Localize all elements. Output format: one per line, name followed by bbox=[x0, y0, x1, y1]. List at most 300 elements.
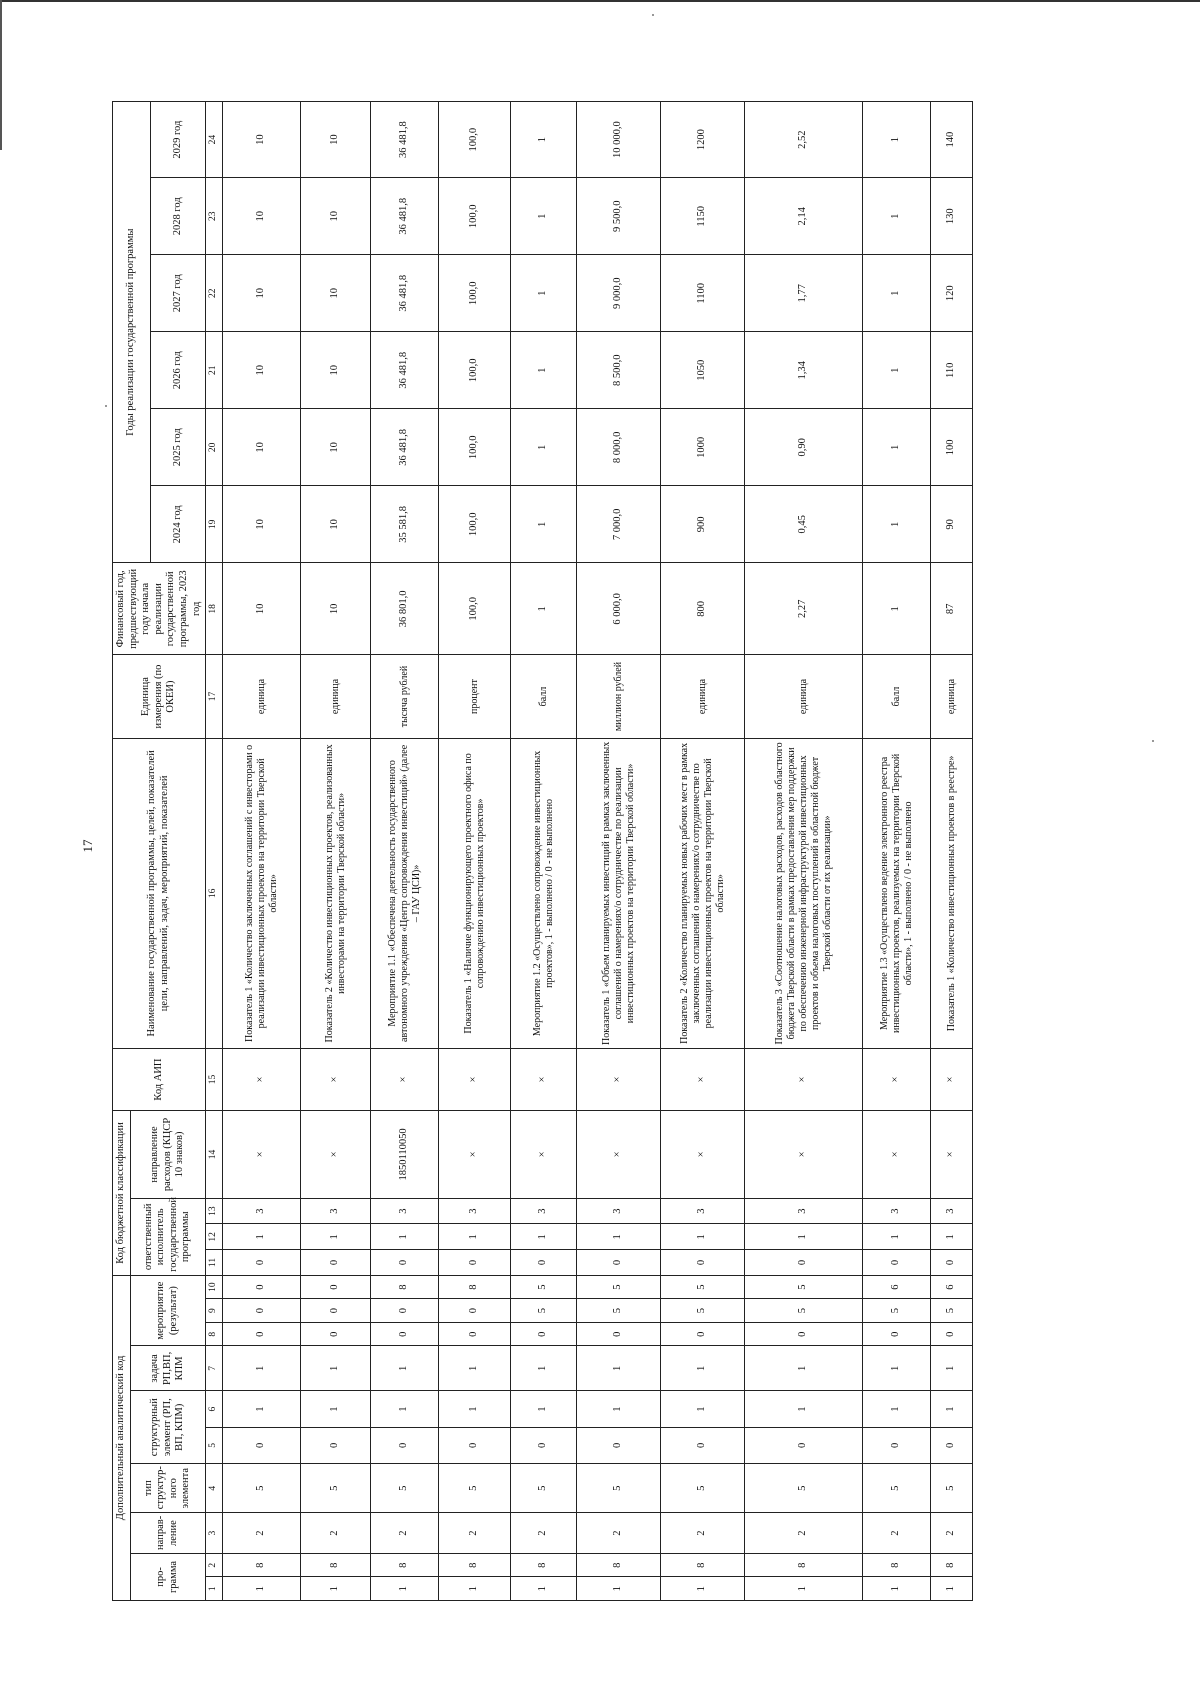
code-cell-c1: 1 bbox=[863, 1577, 931, 1601]
column-number: 2 bbox=[206, 1553, 223, 1577]
header-name: Наименование государственной программы, целей, показателей цели, направлений, задач, мероприятий, показателей bbox=[113, 738, 206, 1048]
year-value: 100,0 bbox=[439, 332, 511, 409]
column-number: 24 bbox=[206, 102, 223, 178]
table-row bbox=[577, 102, 661, 1601]
header-aip-code: Код АИП bbox=[113, 1049, 206, 1111]
code-cell-c1: 1 bbox=[371, 1577, 439, 1601]
header-fin-year: Финансовый год, предшествующий году начала реализации государственной программы, 2023 год bbox=[113, 563, 206, 655]
code-cell-c9: 5 bbox=[931, 1299, 973, 1323]
code-cell-c4: 5 bbox=[511, 1464, 577, 1513]
code-cell-c9: 5 bbox=[577, 1299, 661, 1323]
code-cell-c6: 1 bbox=[511, 1391, 577, 1427]
table-row bbox=[371, 102, 439, 1601]
year-value: 1 bbox=[511, 255, 577, 332]
code-cell-c8: 0 bbox=[661, 1322, 745, 1346]
program-indicators-table bbox=[112, 101, 973, 1601]
code-cell-c1: 1 bbox=[661, 1577, 745, 1601]
code-cell-c5: 0 bbox=[745, 1427, 863, 1463]
year-value: 120 bbox=[931, 255, 973, 332]
year-value: 100,0 bbox=[439, 255, 511, 332]
code-cell-c7: 1 bbox=[511, 1346, 577, 1391]
table-row bbox=[301, 102, 371, 1601]
code-cell-c10: 5 bbox=[577, 1275, 661, 1299]
base-year-value: 2,27 bbox=[745, 563, 863, 655]
code-cell-c7: 1 bbox=[301, 1346, 371, 1391]
code-cell-c5: 0 bbox=[931, 1427, 973, 1463]
year-value: 8 500,0 bbox=[577, 332, 661, 409]
year-value: 36 481,8 bbox=[371, 409, 439, 486]
year-value: 130 bbox=[931, 178, 973, 255]
year-value: 1 bbox=[863, 486, 931, 563]
year-value: 1 bbox=[863, 178, 931, 255]
column-number: 5 bbox=[206, 1427, 223, 1463]
column-number: 4 bbox=[206, 1464, 223, 1513]
item-name: Показатель 1 «Объем планируемых инвестиций в рамках заключенных соглашений о намерениях/о сотрудничестве по реализации инвестиционных проектов на территории Тверской области» bbox=[577, 738, 661, 1048]
year-value: 1,34 bbox=[745, 332, 863, 409]
year-value: 10 bbox=[223, 102, 301, 178]
code-cell-c15: × bbox=[661, 1049, 745, 1111]
code-cell-c12: 1 bbox=[745, 1224, 863, 1250]
code-cell-c4: 5 bbox=[439, 1464, 511, 1513]
table-row bbox=[511, 102, 577, 1601]
code-cell-c4: 5 bbox=[301, 1464, 371, 1513]
scan-edge-left bbox=[0, 0, 2, 150]
code-cell-c4: 5 bbox=[863, 1464, 931, 1513]
scan-speck bbox=[1152, 740, 1154, 742]
code-cell-c13: 3 bbox=[371, 1198, 439, 1224]
code-cell-c12: 1 bbox=[661, 1224, 745, 1250]
code-cell-c3: 2 bbox=[577, 1513, 661, 1554]
code-cell-c9: 5 bbox=[863, 1299, 931, 1323]
code-cell-c3: 2 bbox=[931, 1513, 973, 1554]
unit-cell: тысяча рублей bbox=[371, 655, 439, 738]
column-number: 10 bbox=[206, 1275, 223, 1299]
base-year-value: 1 bbox=[863, 563, 931, 655]
code-cell-c12: 1 bbox=[301, 1224, 371, 1250]
header-implementation-years: Годы реализации государственной программы bbox=[113, 102, 151, 563]
unit-cell: миллион рублей bbox=[577, 655, 661, 738]
column-number: 8 bbox=[206, 1322, 223, 1346]
code-cell-c12: 1 bbox=[511, 1224, 577, 1250]
code-cell-c6: 1 bbox=[931, 1391, 973, 1427]
header-executor: ответственный исполнитель государственной программы bbox=[130, 1198, 206, 1275]
code-cell-c10: 0 bbox=[223, 1275, 301, 1299]
year-value: 10 bbox=[223, 409, 301, 486]
column-number: 18 bbox=[206, 563, 223, 655]
code-cell-c11: 0 bbox=[223, 1250, 301, 1276]
year-value: 10 000,0 bbox=[577, 102, 661, 178]
code-cell-c11: 0 bbox=[745, 1250, 863, 1276]
header-program: про-грамма bbox=[130, 1553, 206, 1600]
code-cell-c2: 8 bbox=[931, 1553, 973, 1577]
code-cell-c7: 1 bbox=[577, 1346, 661, 1391]
code-cell-c8: 0 bbox=[511, 1322, 577, 1346]
year-value: 10 bbox=[223, 486, 301, 563]
table-row bbox=[863, 102, 931, 1601]
year-value: 1 bbox=[511, 102, 577, 178]
column-number-row bbox=[206, 102, 223, 1601]
unit-cell: единица bbox=[223, 655, 301, 738]
base-year-value: 10 bbox=[223, 563, 301, 655]
code-cell-c5: 0 bbox=[511, 1427, 577, 1463]
code-cell-c2: 8 bbox=[661, 1553, 745, 1577]
code-cell-c11: 0 bbox=[577, 1250, 661, 1276]
code-cell-c9: 5 bbox=[511, 1299, 577, 1323]
item-name: Мероприятие 1.1 «Обеспечена деятельность государственного автономного учреждения «Центр сопровождения инвестиций» (далее – ГАУ ЦСИ)» bbox=[371, 738, 439, 1048]
year-value: 10 bbox=[301, 332, 371, 409]
code-cell-c3: 2 bbox=[661, 1513, 745, 1554]
column-number: 16 bbox=[206, 738, 223, 1048]
code-cell-c7: 1 bbox=[661, 1346, 745, 1391]
year-value: 140 bbox=[931, 102, 973, 178]
code-cell-c1: 1 bbox=[511, 1577, 577, 1601]
code-cell-c5: 0 bbox=[223, 1427, 301, 1463]
table-row bbox=[439, 102, 511, 1601]
header-struct-type: тип структур-ного элемента bbox=[130, 1464, 206, 1513]
code-cell-c5: 0 bbox=[371, 1427, 439, 1463]
code-cell-c6: 1 bbox=[577, 1391, 661, 1427]
code-cell-c10: 5 bbox=[661, 1275, 745, 1299]
code-cell-c1: 1 bbox=[745, 1577, 863, 1601]
header-struct-element: структурный элемент (РП, ВП, КПМ) bbox=[130, 1391, 206, 1464]
code-cell-c6: 1 bbox=[223, 1391, 301, 1427]
year-value: 36 481,8 bbox=[371, 178, 439, 255]
scan-speck bbox=[105, 405, 107, 407]
code-cell-c2: 8 bbox=[301, 1553, 371, 1577]
code-cell-c14: × bbox=[745, 1111, 863, 1199]
year-value: 9 500,0 bbox=[577, 178, 661, 255]
code-cell-c15: × bbox=[439, 1049, 511, 1111]
code-cell-c6: 1 bbox=[661, 1391, 745, 1427]
unit-cell: балл bbox=[511, 655, 577, 738]
year-value: 1000 bbox=[661, 409, 745, 486]
year-value: 100,0 bbox=[439, 486, 511, 563]
year-value: 36 481,8 bbox=[371, 332, 439, 409]
code-cell-c2: 8 bbox=[371, 1553, 439, 1577]
year-value: 10 bbox=[223, 255, 301, 332]
code-cell-c12: 1 bbox=[577, 1224, 661, 1250]
code-cell-c14: × bbox=[661, 1111, 745, 1199]
year-value: 2,52 bbox=[745, 102, 863, 178]
code-cell-c6: 1 bbox=[863, 1391, 931, 1427]
year-value: 10 bbox=[223, 332, 301, 409]
code-cell-c2: 8 bbox=[223, 1553, 301, 1577]
code-cell-c14: 1850110050 bbox=[371, 1111, 439, 1199]
code-cell-c4: 5 bbox=[577, 1464, 661, 1513]
code-cell-c9: 5 bbox=[661, 1299, 745, 1323]
unit-cell: балл bbox=[863, 655, 931, 738]
code-cell-c4: 5 bbox=[661, 1464, 745, 1513]
year-value: 2,14 bbox=[745, 178, 863, 255]
header-year: 2026 год bbox=[150, 332, 205, 409]
code-cell-c3: 2 bbox=[745, 1513, 863, 1554]
code-cell-c11: 0 bbox=[661, 1250, 745, 1276]
code-cell-c14: × bbox=[439, 1111, 511, 1199]
code-cell-c14: × bbox=[511, 1111, 577, 1199]
code-cell-c13: 3 bbox=[511, 1198, 577, 1224]
scan-speck bbox=[652, 14, 654, 16]
year-value: 100,0 bbox=[439, 409, 511, 486]
code-cell-c8: 0 bbox=[439, 1322, 511, 1346]
year-value: 1,77 bbox=[745, 255, 863, 332]
code-cell-c14: × bbox=[931, 1111, 973, 1199]
unit-cell: единица bbox=[301, 655, 371, 738]
code-cell-c11: 0 bbox=[371, 1250, 439, 1276]
header-event: мероприятие (результат) bbox=[130, 1275, 206, 1346]
column-number: 23 bbox=[206, 178, 223, 255]
code-cell-c8: 0 bbox=[577, 1322, 661, 1346]
year-value: 0,45 bbox=[745, 486, 863, 563]
code-cell-c2: 8 bbox=[577, 1553, 661, 1577]
code-cell-c10: 5 bbox=[745, 1275, 863, 1299]
header-direction: направ-ление bbox=[130, 1513, 206, 1554]
column-number: 21 bbox=[206, 332, 223, 409]
code-cell-c10: 6 bbox=[863, 1275, 931, 1299]
year-value: 10 bbox=[223, 178, 301, 255]
table-row bbox=[931, 102, 973, 1601]
code-cell-c11: 0 bbox=[511, 1250, 577, 1276]
page-number: 17 bbox=[80, 839, 95, 853]
code-cell-c4: 5 bbox=[745, 1464, 863, 1513]
code-cell-c5: 0 bbox=[301, 1427, 371, 1463]
year-value: 1 bbox=[511, 409, 577, 486]
code-cell-c7: 1 bbox=[223, 1346, 301, 1391]
year-value: 100 bbox=[931, 409, 973, 486]
item-name: Показатель 1 «Количество заключенных соглашений с инвесторами о реализации инвестиционных проектов на территории Тверской области» bbox=[223, 738, 301, 1048]
code-cell-c13: 3 bbox=[745, 1198, 863, 1224]
year-value: 10 bbox=[301, 102, 371, 178]
code-cell-c13: 3 bbox=[577, 1198, 661, 1224]
code-cell-c6: 1 bbox=[745, 1391, 863, 1427]
code-cell-c15: × bbox=[577, 1049, 661, 1111]
table-row bbox=[661, 102, 745, 1601]
column-number: 13 bbox=[206, 1198, 223, 1224]
year-value: 36 481,8 bbox=[371, 255, 439, 332]
code-cell-c3: 2 bbox=[439, 1513, 511, 1554]
code-cell-c5: 0 bbox=[577, 1427, 661, 1463]
column-number: 3 bbox=[206, 1513, 223, 1554]
code-cell-c5: 0 bbox=[439, 1427, 511, 1463]
code-cell-c1: 1 bbox=[223, 1577, 301, 1601]
code-cell-c14: × bbox=[577, 1111, 661, 1199]
item-name: Мероприятие 1.2 «Осуществлено сопровождение инвестиционных проектов», 1 - выполнено / 0 - не выполнено bbox=[511, 738, 577, 1048]
item-name: Показатель 1 «Наличие функционирующего проектного офиса по сопровождению инвестиционных проектов» bbox=[439, 738, 511, 1048]
column-number: 6 bbox=[206, 1391, 223, 1427]
year-value: 100,0 bbox=[439, 102, 511, 178]
column-number: 22 bbox=[206, 255, 223, 332]
header-year: 2025 год bbox=[150, 409, 205, 486]
code-cell-c10: 0 bbox=[301, 1275, 371, 1299]
header-task: задача РП,ВП, КПМ bbox=[130, 1346, 206, 1391]
header-additional-analytic-code: Дополнительный аналитический код bbox=[113, 1275, 131, 1600]
code-cell-c15: × bbox=[511, 1049, 577, 1111]
code-cell-c13: 3 bbox=[863, 1198, 931, 1224]
header-budget-classification-code: Код бюджетной классификации bbox=[113, 1111, 131, 1276]
code-cell-c1: 1 bbox=[931, 1577, 973, 1601]
code-cell-c8: 0 bbox=[863, 1322, 931, 1346]
code-cell-c7: 1 bbox=[745, 1346, 863, 1391]
code-cell-c9: 0 bbox=[439, 1299, 511, 1323]
code-cell-c12: 1 bbox=[371, 1224, 439, 1250]
code-cell-c1: 1 bbox=[439, 1577, 511, 1601]
code-cell-c13: 3 bbox=[661, 1198, 745, 1224]
base-year-value: 6 000,0 bbox=[577, 563, 661, 655]
code-cell-c9: 5 bbox=[745, 1299, 863, 1323]
code-cell-c9: 0 bbox=[223, 1299, 301, 1323]
year-value: 1050 bbox=[661, 332, 745, 409]
code-cell-c3: 2 bbox=[511, 1513, 577, 1554]
column-number: 11 bbox=[206, 1250, 223, 1276]
year-value: 10 bbox=[301, 486, 371, 563]
code-cell-c7: 1 bbox=[439, 1346, 511, 1391]
code-cell-c7: 1 bbox=[863, 1346, 931, 1391]
code-cell-c5: 0 bbox=[863, 1427, 931, 1463]
code-cell-c12: 1 bbox=[863, 1224, 931, 1250]
code-cell-c1: 1 bbox=[301, 1577, 371, 1601]
code-cell-c13: 3 bbox=[223, 1198, 301, 1224]
code-cell-c12: 1 bbox=[931, 1224, 973, 1250]
code-cell-c7: 1 bbox=[371, 1346, 439, 1391]
year-value: 110 bbox=[931, 332, 973, 409]
unit-cell: единица bbox=[661, 655, 745, 738]
code-cell-c6: 1 bbox=[301, 1391, 371, 1427]
code-cell-c15: × bbox=[863, 1049, 931, 1111]
year-value: 10 bbox=[301, 178, 371, 255]
base-year-value: 87 bbox=[931, 563, 973, 655]
code-cell-c4: 5 bbox=[931, 1464, 973, 1513]
code-cell-c11: 0 bbox=[301, 1250, 371, 1276]
code-cell-c13: 3 bbox=[439, 1198, 511, 1224]
item-name: Показатель 2 «Количество планируемых новых рабочих мест в рамках заключенных соглашений о намерениях/о сотрудничестве по реализации инвестиционных проектов на территории Тверской области» bbox=[661, 738, 745, 1048]
item-name: Показатель 1 «Количество инвестиционных проектов в реестре» bbox=[931, 738, 973, 1048]
code-cell-c8: 0 bbox=[931, 1322, 973, 1346]
base-year-value: 36 801,0 bbox=[371, 563, 439, 655]
code-cell-c2: 8 bbox=[745, 1553, 863, 1577]
year-value: 10 bbox=[301, 255, 371, 332]
code-cell-c3: 2 bbox=[371, 1513, 439, 1554]
code-cell-c11: 0 bbox=[863, 1250, 931, 1276]
code-cell-c6: 1 bbox=[371, 1391, 439, 1427]
code-cell-c11: 0 bbox=[931, 1250, 973, 1276]
code-cell-c13: 3 bbox=[301, 1198, 371, 1224]
code-cell-c12: 1 bbox=[439, 1224, 511, 1250]
year-value: 1 bbox=[863, 102, 931, 178]
base-year-value: 10 bbox=[301, 563, 371, 655]
code-cell-c12: 1 bbox=[223, 1224, 301, 1250]
code-cell-c15: × bbox=[745, 1049, 863, 1111]
code-cell-c11: 0 bbox=[439, 1250, 511, 1276]
code-cell-c3: 2 bbox=[223, 1513, 301, 1554]
code-cell-c9: 0 bbox=[301, 1299, 371, 1323]
unit-cell: единица bbox=[931, 655, 973, 738]
year-value: 9 000,0 bbox=[577, 255, 661, 332]
year-value: 1 bbox=[863, 332, 931, 409]
code-cell-c14: × bbox=[223, 1111, 301, 1199]
item-name: Мероприятие 1.3 «Осуществлено ведение электронного реестра инвестиционных проектов, реализуемых на территории Тверской области», 1 - выполнено / 0 - не выполнено bbox=[863, 738, 931, 1048]
code-cell-c7: 1 bbox=[931, 1346, 973, 1391]
scan-edge-top bbox=[0, 0, 1200, 2]
code-cell-c10: 8 bbox=[371, 1275, 439, 1299]
year-value: 100,0 bbox=[439, 178, 511, 255]
column-number: 1 bbox=[206, 1577, 223, 1601]
column-number: 14 bbox=[206, 1111, 223, 1199]
code-cell-c8: 0 bbox=[301, 1322, 371, 1346]
code-cell-c8: 0 bbox=[745, 1322, 863, 1346]
table-row bbox=[745, 102, 863, 1601]
year-value: 1 bbox=[511, 178, 577, 255]
code-cell-c14: × bbox=[863, 1111, 931, 1199]
year-value: 8 000,0 bbox=[577, 409, 661, 486]
base-year-value: 100,0 bbox=[439, 563, 511, 655]
year-value: 0,90 bbox=[745, 409, 863, 486]
year-value: 36 481,8 bbox=[371, 102, 439, 178]
code-cell-c9: 0 bbox=[371, 1299, 439, 1323]
code-cell-c1: 1 bbox=[577, 1577, 661, 1601]
item-name: Показатель 3 «Соотношение налоговых расходов, расходов областного бюджета Тверской области в рамках предоставления мер поддержки по обеспечению инженерной инфраструктурой инвестиционных проектов и объема налоговых поступлений в областной бюджет Тверской области от их реализации» bbox=[745, 738, 863, 1048]
year-value: 1 bbox=[863, 409, 931, 486]
code-cell-c15: × bbox=[371, 1049, 439, 1111]
header-year: 2024 год bbox=[150, 486, 205, 563]
code-cell-c15: × bbox=[301, 1049, 371, 1111]
column-number: 15 bbox=[206, 1049, 223, 1111]
code-cell-c8: 0 bbox=[371, 1322, 439, 1346]
code-cell-c15: × bbox=[223, 1049, 301, 1111]
code-cell-c10: 8 bbox=[439, 1275, 511, 1299]
header-unit: Единица измерения (по ОКЕИ) bbox=[113, 655, 206, 738]
column-number: 17 bbox=[206, 655, 223, 738]
year-value: 1100 bbox=[661, 255, 745, 332]
code-cell-c6: 1 bbox=[439, 1391, 511, 1427]
year-value: 35 581,8 bbox=[371, 486, 439, 563]
table-row bbox=[223, 102, 301, 1601]
year-value: 7 000,0 bbox=[577, 486, 661, 563]
code-cell-c10: 6 bbox=[931, 1275, 973, 1299]
header-year: 2029 год bbox=[150, 102, 205, 178]
column-number: 7 bbox=[206, 1346, 223, 1391]
code-cell-c4: 5 bbox=[371, 1464, 439, 1513]
code-cell-c2: 8 bbox=[863, 1553, 931, 1577]
rotated-table-container bbox=[112, 101, 1132, 1601]
column-number: 12 bbox=[206, 1224, 223, 1250]
year-value: 90 bbox=[931, 486, 973, 563]
item-name: Показатель 2 «Количество инвестиционных проектов, реализованных инвесторами на территории Тверской области» bbox=[301, 738, 371, 1048]
unit-cell: единица bbox=[745, 655, 863, 738]
column-number: 19 bbox=[206, 486, 223, 563]
column-number: 9 bbox=[206, 1299, 223, 1323]
year-value: 1 bbox=[511, 486, 577, 563]
code-cell-c8: 0 bbox=[223, 1322, 301, 1346]
year-value: 1150 bbox=[661, 178, 745, 255]
code-cell-c15: × bbox=[931, 1049, 973, 1111]
code-cell-c2: 8 bbox=[439, 1553, 511, 1577]
code-cell-c5: 0 bbox=[661, 1427, 745, 1463]
base-year-value: 800 bbox=[661, 563, 745, 655]
header-year: 2027 год bbox=[150, 255, 205, 332]
year-value: 900 bbox=[661, 486, 745, 563]
code-cell-c4: 5 bbox=[223, 1464, 301, 1513]
table-body bbox=[223, 102, 973, 1601]
code-cell-c2: 8 bbox=[511, 1553, 577, 1577]
code-cell-c13: 3 bbox=[931, 1198, 973, 1224]
header-expense-direction: направление расходов (КЦСР 10 знаков) bbox=[130, 1111, 206, 1199]
year-value: 10 bbox=[301, 409, 371, 486]
base-year-value: 1 bbox=[511, 563, 577, 655]
header-year: 2028 год bbox=[150, 178, 205, 255]
column-number: 20 bbox=[206, 409, 223, 486]
code-cell-c3: 2 bbox=[863, 1513, 931, 1554]
code-cell-c10: 5 bbox=[511, 1275, 577, 1299]
unit-cell: процент bbox=[439, 655, 511, 738]
